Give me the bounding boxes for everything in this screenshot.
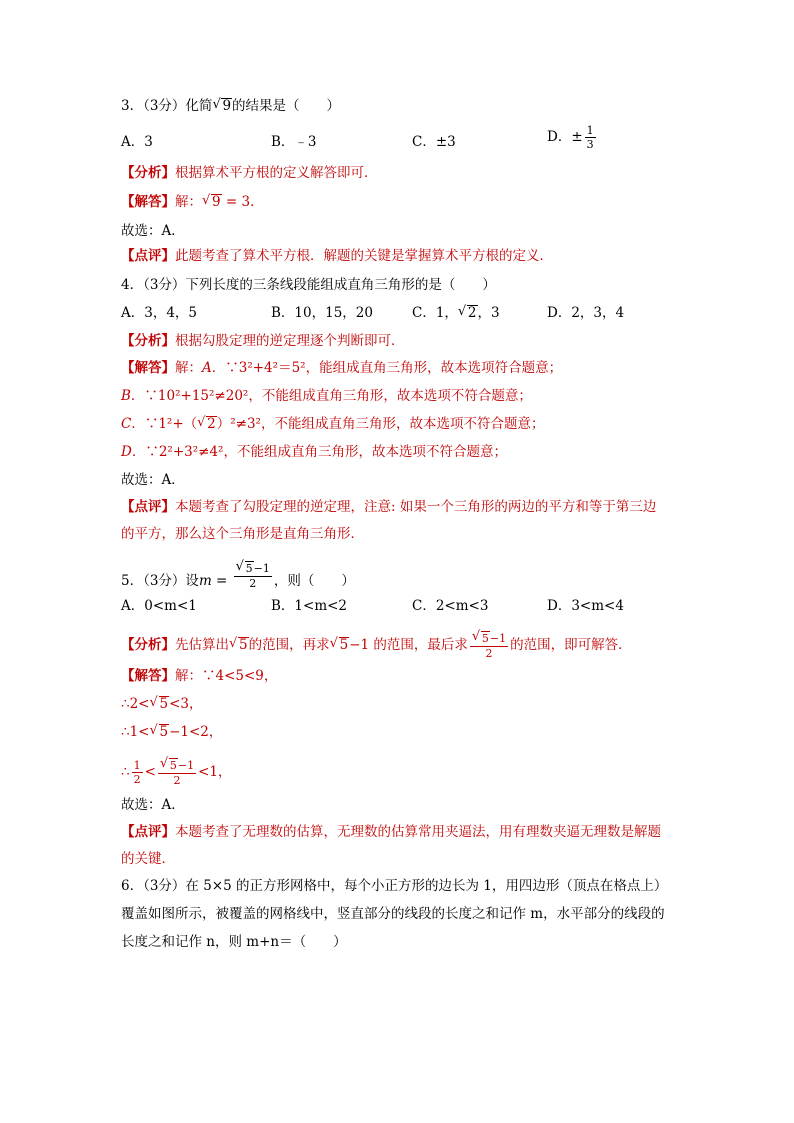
q3-stem-tail: 的结果是（ ） [232,98,341,114]
q4-solution-c: C．∵1²+（√ 2）²≠3²，不能组成直角三角形，故本选项不符合题意； [121,414,544,434]
q5-comment-line2: 的关键． [121,851,175,867]
q5-solution-4: ∴ $\frac{1}{2}$ < √ $\frac{5-1}{2}$ <1， [121,758,232,787]
q5-stem: 5．（3分）设m = √ $\frac{5-1}{2}$ ，则（ ） [121,561,355,591]
q5-option-a: A．0<m<1 [121,598,197,614]
q3-comment: 【点评】此题考查了算术平方根．解题的关键是掌握算术平方根的定义． [121,248,553,264]
q5-option-c: C．2<m<3 [412,598,489,614]
q4-option-b: B．10，15，20 [271,305,373,321]
q3-stem [121,96,340,116]
q4-option-d: D．2，3，4 [547,305,625,321]
q3-choice: 故选：A． [121,223,185,239]
q5-option-d: D．3<m<4 [547,598,624,614]
q3-sqrt: √ 9 [212,96,232,116]
q4-analysis: 【分析】根据勾股定理的逆定理逐个判断即可． [121,333,405,349]
q5-comment-line1: 【点评】本题考查了无理数的估算，无理数的估算常用夹逼法，用有理数夹逼无理数是解题 [121,824,661,840]
q4-solution-b: B．∵10²+15²≠20²，不能组成直角三角形，故本选项不符合题意； [121,388,532,404]
q6-line1: 6．（3分）在 5×5 的正方形网格中，每个小正方形的边长为 1，用四边形（顶点在格点上） [121,878,668,894]
q4-option-c: C．1，√ 2，3 [412,303,500,323]
analysis-text: 根据算术平方根的定义解答即可． [175,165,378,181]
q6-line2: 覆盖如图所示，被覆盖的网格线中，竖直部分的线段的长度之和记作 m，水平部分的线段的 [121,906,665,922]
analysis-tag: 【分析】 [121,165,175,181]
q5-choice: 故选：A． [121,797,185,813]
q3-analysis [121,163,378,183]
q4-comment-line2: 的平方，那么这个三角形是直角三角形． [121,526,364,542]
q3-option-c: C．±3 [412,134,456,150]
q5-option-b: B．1<m<2 [271,598,348,614]
q4-solution-d: D．∵2²+3²≠4²，不能组成直角三角形，故本选项不符合题意； [121,444,507,460]
q3-option-a: A．3 [121,134,153,150]
q3-option-d: D．± $\frac{1}{3}$ [547,124,594,151]
q5-solution-3: ∴1<√ 5−1<2， [121,722,222,742]
q4-choice: 故选：A． [121,472,185,488]
q4-option-a: A．3，4，5 [121,305,198,321]
q5-solution-1: 【解答】解：∵4<5<9， [121,668,278,684]
q3-solution: 【解答】解：√ 9 = 3． [121,192,264,212]
q4-stem: 4．（3分）下列长度的三条线段能组成直角三角形的是（ ） [121,277,496,293]
q3-stem-text: 3．（3分）化简 [121,98,213,114]
q5-solution-2: ∴2<√ 5<3， [121,694,203,714]
q4-comment-line1: 【点评】本题考查了勾股定理的逆定理，注意: 如果一个三角形的两边的平方和等于第三边 [121,499,657,515]
q4-solution-a: 【解答】解：A．∵3²+4²＝5²，能组成直角三角形，故本选项符合题意； [121,360,563,376]
q6-line3: 长度之和记作 n，则 m+n＝（ ） [121,934,347,950]
q5-analysis: 【分析】先估算出√ 5的范围，再求√ 5−1 的范围，最后求 √ $\frac{5-1}{2}$ 的范围，即可解答． [121,631,632,660]
q3-option-b: B．﹣3 [271,134,317,150]
